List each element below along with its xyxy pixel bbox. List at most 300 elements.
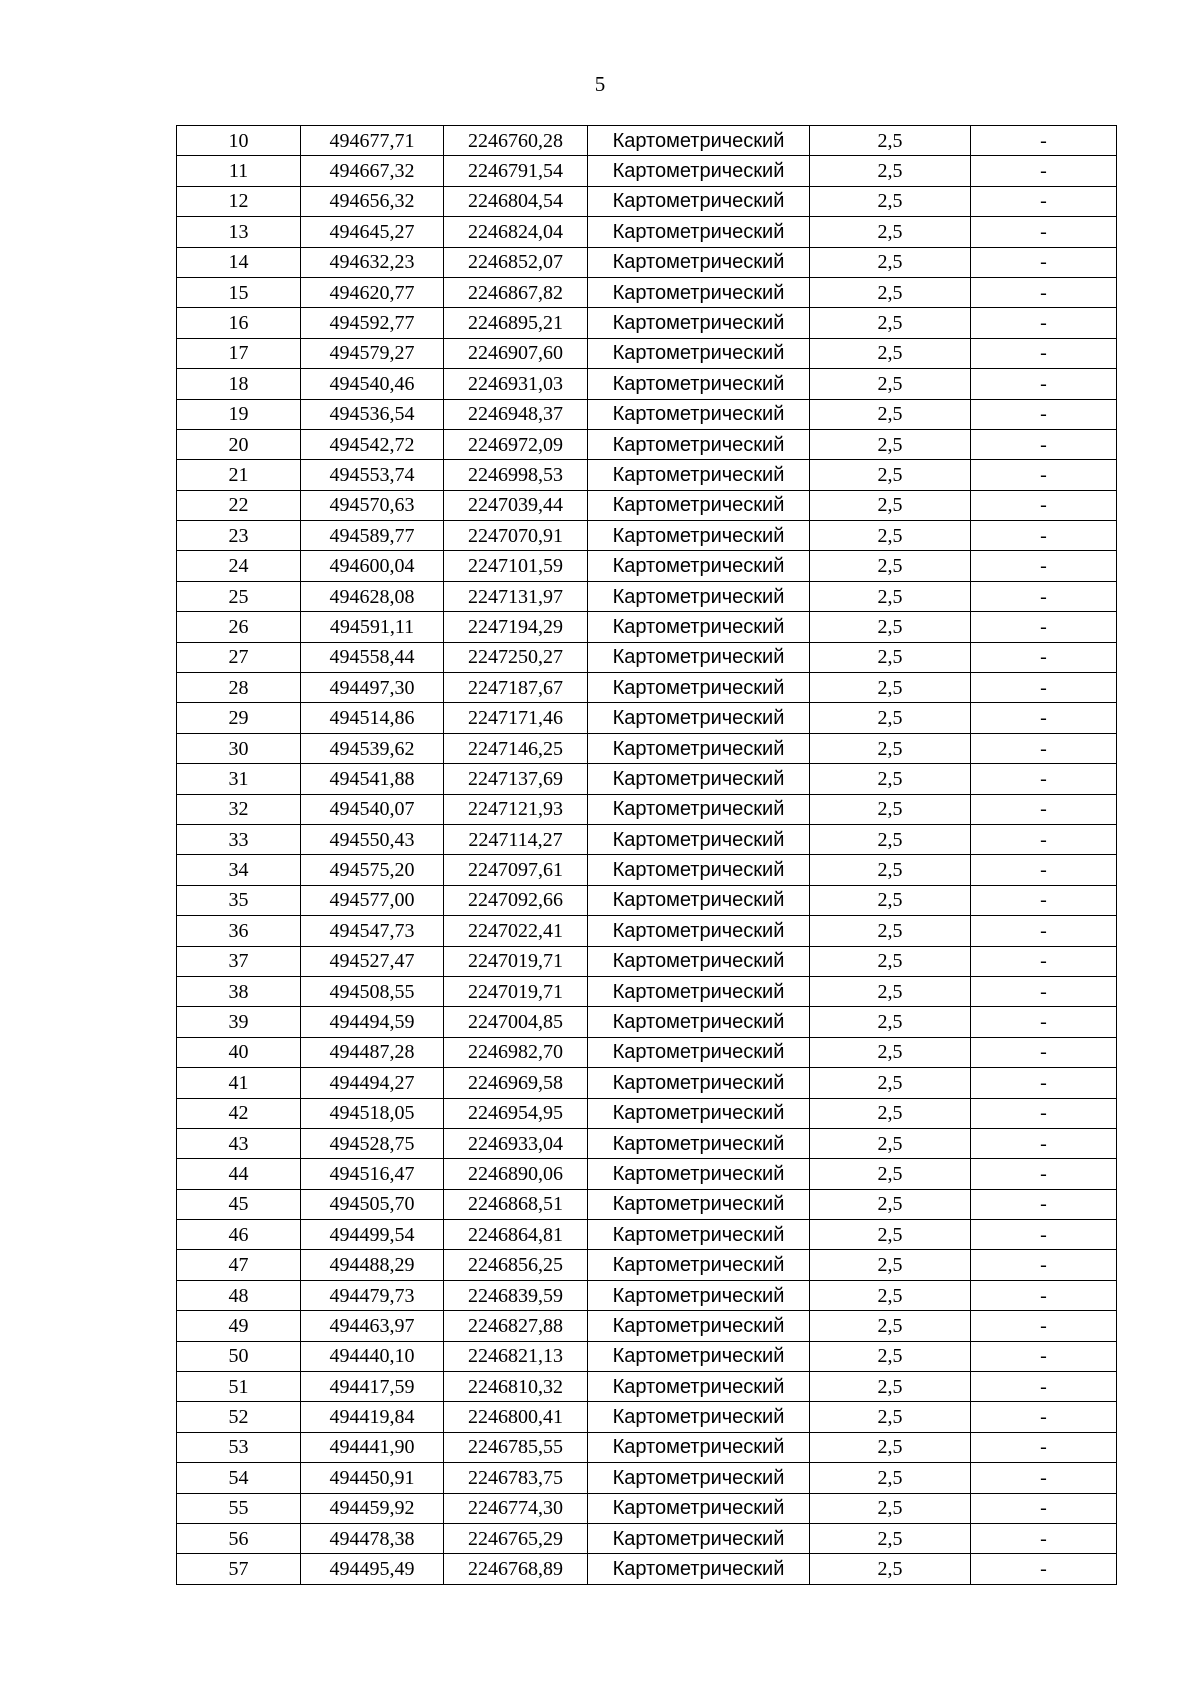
x-coordinate-cell: 494505,70 <box>301 1189 444 1219</box>
table-row <box>177 1280 1117 1310</box>
table-row <box>177 521 1117 551</box>
y-coordinate-cell: 2246800,41 <box>444 1402 588 1432</box>
accuracy-cell: 2,5 <box>810 1463 971 1493</box>
x-coordinate-cell: 494540,07 <box>301 794 444 824</box>
note-cell: - <box>971 946 1117 976</box>
x-coordinate-cell: 494645,27 <box>301 217 444 247</box>
point-number-cell: 51 <box>177 1372 301 1402</box>
point-number-cell: 14 <box>177 247 301 277</box>
note-cell: - <box>971 733 1117 763</box>
note-cell: - <box>971 1007 1117 1037</box>
x-coordinate-cell: 494575,20 <box>301 855 444 885</box>
point-number-cell: 24 <box>177 551 301 581</box>
x-coordinate-cell: 494542,72 <box>301 429 444 459</box>
method-cell: Картометрический <box>588 1037 810 1067</box>
method-cell: Картометрический <box>588 612 810 642</box>
y-coordinate-cell: 2247101,59 <box>444 551 588 581</box>
point-number-cell: 32 <box>177 794 301 824</box>
note-cell: - <box>971 369 1117 399</box>
point-number-cell: 19 <box>177 399 301 429</box>
note-cell: - <box>971 429 1117 459</box>
table-row <box>177 308 1117 338</box>
x-coordinate-cell: 494478,38 <box>301 1523 444 1553</box>
method-cell: Картометрический <box>588 703 810 733</box>
y-coordinate-cell: 2246785,55 <box>444 1432 588 1462</box>
accuracy-cell: 2,5 <box>810 1523 971 1553</box>
x-coordinate-cell: 494628,08 <box>301 581 444 611</box>
y-coordinate-cell: 2246856,25 <box>444 1250 588 1280</box>
y-coordinate-cell: 2246868,51 <box>444 1189 588 1219</box>
method-cell: Картометрический <box>588 1402 810 1432</box>
x-coordinate-cell: 494508,55 <box>301 976 444 1006</box>
accuracy-cell: 2,5 <box>810 217 971 247</box>
point-number-cell: 11 <box>177 156 301 186</box>
x-coordinate-cell: 494632,23 <box>301 247 444 277</box>
table-row <box>177 1189 1117 1219</box>
x-coordinate-cell: 494463,97 <box>301 1311 444 1341</box>
accuracy-cell: 2,5 <box>810 1402 971 1432</box>
y-coordinate-cell: 2247171,46 <box>444 703 588 733</box>
method-cell: Картометрический <box>588 1463 810 1493</box>
x-coordinate-cell: 494667,32 <box>301 156 444 186</box>
accuracy-cell: 2,5 <box>810 581 971 611</box>
note-cell: - <box>971 824 1117 854</box>
table-row <box>177 581 1117 611</box>
point-number-cell: 41 <box>177 1068 301 1098</box>
accuracy-cell: 2,5 <box>810 1554 971 1584</box>
note-cell: - <box>971 642 1117 672</box>
point-number-cell: 39 <box>177 1007 301 1037</box>
x-coordinate-cell: 494495,49 <box>301 1554 444 1584</box>
note-cell: - <box>971 247 1117 277</box>
accuracy-cell: 2,5 <box>810 369 971 399</box>
point-number-cell: 10 <box>177 126 301 156</box>
table-row <box>177 1402 1117 1432</box>
accuracy-cell: 2,5 <box>810 976 971 1006</box>
x-coordinate-cell: 494677,71 <box>301 126 444 156</box>
accuracy-cell: 2,5 <box>810 186 971 216</box>
point-number-cell: 40 <box>177 1037 301 1067</box>
method-cell: Картометрический <box>588 1341 810 1371</box>
method-cell: Картометрический <box>588 1189 810 1219</box>
y-coordinate-cell: 2246867,82 <box>444 277 588 307</box>
table-row <box>177 1098 1117 1128</box>
point-number-cell: 45 <box>177 1189 301 1219</box>
x-coordinate-cell: 494528,75 <box>301 1128 444 1158</box>
y-coordinate-cell: 2246890,06 <box>444 1159 588 1189</box>
y-coordinate-cell: 2246852,07 <box>444 247 588 277</box>
y-coordinate-cell: 2246774,30 <box>444 1493 588 1523</box>
x-coordinate-cell: 494592,77 <box>301 308 444 338</box>
y-coordinate-cell: 2246998,53 <box>444 460 588 490</box>
accuracy-cell: 2,5 <box>810 308 971 338</box>
y-coordinate-cell: 2246821,13 <box>444 1341 588 1371</box>
method-cell: Картометрический <box>588 277 810 307</box>
x-coordinate-cell: 494540,46 <box>301 369 444 399</box>
table-row <box>177 1128 1117 1158</box>
accuracy-cell: 2,5 <box>810 460 971 490</box>
y-coordinate-cell: 2247004,85 <box>444 1007 588 1037</box>
table-row <box>177 1432 1117 1462</box>
point-number-cell: 42 <box>177 1098 301 1128</box>
point-number-cell: 30 <box>177 733 301 763</box>
accuracy-cell: 2,5 <box>810 916 971 946</box>
accuracy-cell: 2,5 <box>810 1068 971 1098</box>
note-cell: - <box>971 581 1117 611</box>
method-cell: Картометрический <box>588 1159 810 1189</box>
method-cell: Картометрический <box>588 1523 810 1553</box>
method-cell: Картометрический <box>588 186 810 216</box>
y-coordinate-cell: 2247070,91 <box>444 521 588 551</box>
x-coordinate-cell: 494550,43 <box>301 824 444 854</box>
method-cell: Картометрический <box>588 673 810 703</box>
x-coordinate-cell: 494497,30 <box>301 673 444 703</box>
y-coordinate-cell: 2247121,93 <box>444 794 588 824</box>
table-row <box>177 1007 1117 1037</box>
x-coordinate-cell: 494539,62 <box>301 733 444 763</box>
table-row <box>177 855 1117 885</box>
table-row <box>177 186 1117 216</box>
accuracy-cell: 2,5 <box>810 1493 971 1523</box>
method-cell: Картометрический <box>588 338 810 368</box>
x-coordinate-cell: 494600,04 <box>301 551 444 581</box>
note-cell: - <box>971 399 1117 429</box>
note-cell: - <box>971 1250 1117 1280</box>
method-cell: Картометрический <box>588 521 810 551</box>
table-row <box>177 1523 1117 1553</box>
x-coordinate-cell: 494514,86 <box>301 703 444 733</box>
accuracy-cell: 2,5 <box>810 794 971 824</box>
x-coordinate-cell: 494441,90 <box>301 1432 444 1462</box>
method-cell: Картометрический <box>588 581 810 611</box>
point-number-cell: 27 <box>177 642 301 672</box>
note-cell: - <box>971 186 1117 216</box>
y-coordinate-cell: 2246933,04 <box>444 1128 588 1158</box>
point-number-cell: 36 <box>177 916 301 946</box>
point-number-cell: 35 <box>177 885 301 915</box>
table-row <box>177 369 1117 399</box>
method-cell: Картометрический <box>588 1493 810 1523</box>
table-row <box>177 1250 1117 1280</box>
point-number-cell: 56 <box>177 1523 301 1553</box>
note-cell: - <box>971 1372 1117 1402</box>
note-cell: - <box>971 703 1117 733</box>
table-row <box>177 126 1117 156</box>
table-row <box>177 1463 1117 1493</box>
y-coordinate-cell: 2246864,81 <box>444 1220 588 1250</box>
x-coordinate-cell: 494479,73 <box>301 1280 444 1310</box>
point-number-cell: 57 <box>177 1554 301 1584</box>
method-cell: Картометрический <box>588 885 810 915</box>
accuracy-cell: 2,5 <box>810 673 971 703</box>
accuracy-cell: 2,5 <box>810 1189 971 1219</box>
note-cell: - <box>971 1463 1117 1493</box>
accuracy-cell: 2,5 <box>810 277 971 307</box>
method-cell: Картометрический <box>588 1372 810 1402</box>
table-row <box>177 1159 1117 1189</box>
accuracy-cell: 2,5 <box>810 1098 971 1128</box>
accuracy-cell: 2,5 <box>810 429 971 459</box>
y-coordinate-cell: 2246810,32 <box>444 1372 588 1402</box>
accuracy-cell: 2,5 <box>810 703 971 733</box>
accuracy-cell: 2,5 <box>810 855 971 885</box>
y-coordinate-cell: 2247022,41 <box>444 916 588 946</box>
table-row <box>177 733 1117 763</box>
accuracy-cell: 2,5 <box>810 946 971 976</box>
accuracy-cell: 2,5 <box>810 612 971 642</box>
accuracy-cell: 2,5 <box>810 1128 971 1158</box>
point-number-cell: 46 <box>177 1220 301 1250</box>
table-row <box>177 764 1117 794</box>
y-coordinate-cell: 2246827,88 <box>444 1311 588 1341</box>
note-cell: - <box>971 976 1117 1006</box>
x-coordinate-cell: 494459,92 <box>301 1493 444 1523</box>
method-cell: Картометрический <box>588 794 810 824</box>
y-coordinate-cell: 2246839,59 <box>444 1280 588 1310</box>
point-number-cell: 53 <box>177 1432 301 1462</box>
accuracy-cell: 2,5 <box>810 1007 971 1037</box>
table-row <box>177 885 1117 915</box>
x-coordinate-cell: 494488,29 <box>301 1250 444 1280</box>
table-row <box>177 824 1117 854</box>
table-row <box>177 460 1117 490</box>
method-cell: Картометрический <box>588 369 810 399</box>
method-cell: Картометрический <box>588 824 810 854</box>
method-cell: Картометрический <box>588 1280 810 1310</box>
accuracy-cell: 2,5 <box>810 551 971 581</box>
table-row <box>177 429 1117 459</box>
method-cell: Картометрический <box>588 733 810 763</box>
table-row <box>177 703 1117 733</box>
y-coordinate-cell: 2246948,37 <box>444 399 588 429</box>
note-cell: - <box>971 1037 1117 1067</box>
point-number-cell: 55 <box>177 1493 301 1523</box>
note-cell: - <box>971 217 1117 247</box>
note-cell: - <box>971 794 1117 824</box>
note-cell: - <box>971 1098 1117 1128</box>
table-row <box>177 490 1117 520</box>
x-coordinate-cell: 494536,54 <box>301 399 444 429</box>
point-number-cell: 21 <box>177 460 301 490</box>
x-coordinate-cell: 494440,10 <box>301 1341 444 1371</box>
point-number-cell: 20 <box>177 429 301 459</box>
point-number-cell: 17 <box>177 338 301 368</box>
y-coordinate-cell: 2247019,71 <box>444 946 588 976</box>
method-cell: Картометрический <box>588 1068 810 1098</box>
x-coordinate-cell: 494547,73 <box>301 916 444 946</box>
y-coordinate-cell: 2246791,54 <box>444 156 588 186</box>
y-coordinate-cell: 2246931,03 <box>444 369 588 399</box>
point-number-cell: 52 <box>177 1402 301 1432</box>
point-number-cell: 38 <box>177 976 301 1006</box>
note-cell: - <box>971 277 1117 307</box>
table-row <box>177 247 1117 277</box>
note-cell: - <box>971 916 1117 946</box>
accuracy-cell: 2,5 <box>810 247 971 277</box>
point-number-cell: 37 <box>177 946 301 976</box>
accuracy-cell: 2,5 <box>810 1037 971 1067</box>
accuracy-cell: 2,5 <box>810 126 971 156</box>
table-row <box>177 217 1117 247</box>
method-cell: Картометрический <box>588 126 810 156</box>
note-cell: - <box>971 1068 1117 1098</box>
point-number-cell: 54 <box>177 1463 301 1493</box>
point-number-cell: 43 <box>177 1128 301 1158</box>
x-coordinate-cell: 494518,05 <box>301 1098 444 1128</box>
point-number-cell: 44 <box>177 1159 301 1189</box>
point-number-cell: 29 <box>177 703 301 733</box>
table-row <box>177 277 1117 307</box>
accuracy-cell: 2,5 <box>810 156 971 186</box>
method-cell: Картометрический <box>588 490 810 520</box>
method-cell: Картометрический <box>588 855 810 885</box>
note-cell: - <box>971 1554 1117 1584</box>
table-row <box>177 673 1117 703</box>
accuracy-cell: 2,5 <box>810 1432 971 1462</box>
point-number-cell: 18 <box>177 369 301 399</box>
note-cell: - <box>971 1280 1117 1310</box>
table-row <box>177 642 1117 672</box>
accuracy-cell: 2,5 <box>810 1159 971 1189</box>
y-coordinate-cell: 2246969,58 <box>444 1068 588 1098</box>
x-coordinate-cell: 494620,77 <box>301 277 444 307</box>
point-number-cell: 47 <box>177 1250 301 1280</box>
point-number-cell: 25 <box>177 581 301 611</box>
accuracy-cell: 2,5 <box>810 338 971 368</box>
note-cell: - <box>971 338 1117 368</box>
x-coordinate-cell: 494450,91 <box>301 1463 444 1493</box>
note-cell: - <box>971 1523 1117 1553</box>
note-cell: - <box>971 308 1117 338</box>
x-coordinate-cell: 494516,47 <box>301 1159 444 1189</box>
point-number-cell: 49 <box>177 1311 301 1341</box>
y-coordinate-cell: 2247039,44 <box>444 490 588 520</box>
y-coordinate-cell: 2247146,25 <box>444 733 588 763</box>
table-row <box>177 1068 1117 1098</box>
y-coordinate-cell: 2247097,61 <box>444 855 588 885</box>
method-cell: Картометрический <box>588 460 810 490</box>
x-coordinate-cell: 494558,44 <box>301 642 444 672</box>
accuracy-cell: 2,5 <box>810 1372 971 1402</box>
method-cell: Картометрический <box>588 551 810 581</box>
x-coordinate-cell: 494553,74 <box>301 460 444 490</box>
table-row <box>177 338 1117 368</box>
y-coordinate-cell: 2247187,67 <box>444 673 588 703</box>
note-cell: - <box>971 612 1117 642</box>
point-number-cell: 50 <box>177 1341 301 1371</box>
y-coordinate-cell: 2247114,27 <box>444 824 588 854</box>
y-coordinate-cell: 2246804,54 <box>444 186 588 216</box>
y-coordinate-cell: 2247019,71 <box>444 976 588 1006</box>
y-coordinate-cell: 2246765,29 <box>444 1523 588 1553</box>
method-cell: Картометрический <box>588 1311 810 1341</box>
coordinates-table-body <box>177 126 1117 1585</box>
x-coordinate-cell: 494656,32 <box>301 186 444 216</box>
point-number-cell: 22 <box>177 490 301 520</box>
table-row <box>177 794 1117 824</box>
x-coordinate-cell: 494419,84 <box>301 1402 444 1432</box>
y-coordinate-cell: 2246768,89 <box>444 1554 588 1584</box>
table-row <box>177 946 1117 976</box>
accuracy-cell: 2,5 <box>810 733 971 763</box>
table-row <box>177 1554 1117 1584</box>
accuracy-cell: 2,5 <box>810 1220 971 1250</box>
accuracy-cell: 2,5 <box>810 490 971 520</box>
note-cell: - <box>971 1341 1117 1371</box>
table-row <box>177 916 1117 946</box>
method-cell: Картометрический <box>588 946 810 976</box>
note-cell: - <box>971 1402 1117 1432</box>
note-cell: - <box>971 1189 1117 1219</box>
note-cell: - <box>971 521 1117 551</box>
method-cell: Картометрический <box>588 1220 810 1250</box>
note-cell: - <box>971 551 1117 581</box>
x-coordinate-cell: 494591,11 <box>301 612 444 642</box>
method-cell: Картометрический <box>588 217 810 247</box>
method-cell: Картометрический <box>588 1250 810 1280</box>
note-cell: - <box>971 1128 1117 1158</box>
x-coordinate-cell: 494577,00 <box>301 885 444 915</box>
y-coordinate-cell: 2247194,29 <box>444 612 588 642</box>
point-number-cell: 13 <box>177 217 301 247</box>
method-cell: Картометрический <box>588 976 810 1006</box>
x-coordinate-cell: 494417,59 <box>301 1372 444 1402</box>
x-coordinate-cell: 494570,63 <box>301 490 444 520</box>
accuracy-cell: 2,5 <box>810 1250 971 1280</box>
y-coordinate-cell: 2246824,04 <box>444 217 588 247</box>
accuracy-cell: 2,5 <box>810 1341 971 1371</box>
y-coordinate-cell: 2246982,70 <box>444 1037 588 1067</box>
method-cell: Картометрический <box>588 1128 810 1158</box>
method-cell: Картометрический <box>588 247 810 277</box>
table-row <box>177 1493 1117 1523</box>
point-number-cell: 28 <box>177 673 301 703</box>
point-number-cell: 48 <box>177 1280 301 1310</box>
method-cell: Картометрический <box>588 429 810 459</box>
x-coordinate-cell: 494499,54 <box>301 1220 444 1250</box>
method-cell: Картометрический <box>588 642 810 672</box>
method-cell: Картометрический <box>588 1554 810 1584</box>
method-cell: Картометрический <box>588 1432 810 1462</box>
method-cell: Картометрический <box>588 916 810 946</box>
note-cell: - <box>971 855 1117 885</box>
y-coordinate-cell: 2247137,69 <box>444 764 588 794</box>
accuracy-cell: 2,5 <box>810 1311 971 1341</box>
note-cell: - <box>971 460 1117 490</box>
x-coordinate-cell: 494494,27 <box>301 1068 444 1098</box>
point-number-cell: 16 <box>177 308 301 338</box>
point-number-cell: 33 <box>177 824 301 854</box>
y-coordinate-cell: 2247092,66 <box>444 885 588 915</box>
accuracy-cell: 2,5 <box>810 399 971 429</box>
note-cell: - <box>971 1159 1117 1189</box>
y-coordinate-cell: 2246895,21 <box>444 308 588 338</box>
table-row <box>177 1220 1117 1250</box>
table-row <box>177 976 1117 1006</box>
note-cell: - <box>971 156 1117 186</box>
point-number-cell: 31 <box>177 764 301 794</box>
note-cell: - <box>971 1220 1117 1250</box>
note-cell: - <box>971 764 1117 794</box>
accuracy-cell: 2,5 <box>810 885 971 915</box>
y-coordinate-cell: 2246760,28 <box>444 126 588 156</box>
method-cell: Картометрический <box>588 1098 810 1128</box>
x-coordinate-cell: 494541,88 <box>301 764 444 794</box>
coordinates-table <box>176 125 1117 1585</box>
table-row <box>177 399 1117 429</box>
x-coordinate-cell: 494487,28 <box>301 1037 444 1067</box>
table-row <box>177 1372 1117 1402</box>
